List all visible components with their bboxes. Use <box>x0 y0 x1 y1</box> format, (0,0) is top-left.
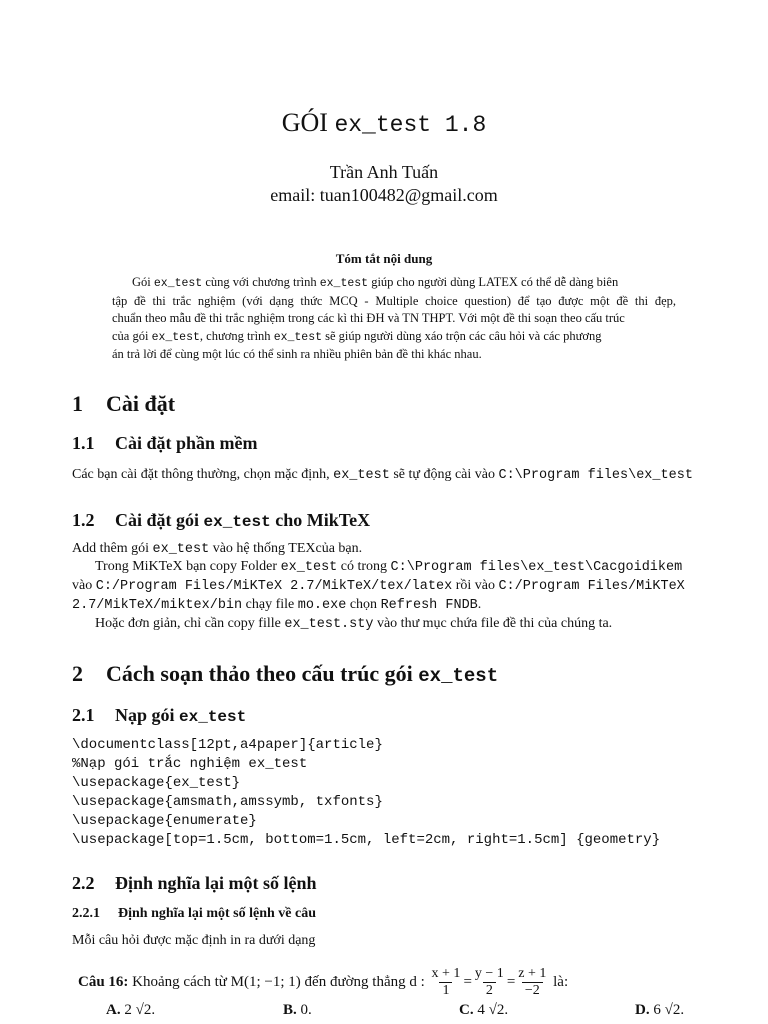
fraction-numerator: x + 1 <box>431 966 461 981</box>
text-run: chạy file <box>242 597 298 612</box>
section-title: Cách soạn thảo theo cấu trúc gói <box>106 661 419 686</box>
subsection-title-code: ex_test <box>179 708 247 726</box>
section-title-code: ex_test <box>418 665 499 687</box>
choice-value: 4 √2. <box>477 1002 509 1018</box>
choice-c <box>459 1002 508 1019</box>
abstract-line <box>112 346 676 364</box>
inline-code: mo.exe <box>297 598 347 613</box>
text-run: sẽ tự động cài vào <box>389 467 499 482</box>
subsubsection-2-2-1-heading <box>72 906 316 922</box>
fraction-denominator: 1 <box>439 982 452 999</box>
choice-value: 6 √2. <box>653 1002 685 1018</box>
inline-code: C:/Program Files/MiKTeX <box>498 579 685 594</box>
inline-code: C:/Program Files/MiKTeX 2.7/MikTeX/tex/latex <box>95 579 453 594</box>
inline-code: Refresh FNDB <box>380 598 478 613</box>
choice-a <box>106 1002 155 1019</box>
text-run: có trong <box>337 559 391 574</box>
author-name: Trần Anh Tuấn <box>329 162 439 182</box>
section-number: 2 <box>72 661 83 686</box>
code-line: \documentclass[12pt,a4paper]{article} <box>72 737 383 753</box>
abstract-heading: Tóm tắt nội dung <box>335 251 433 266</box>
text-run: của gói <box>112 328 152 343</box>
subsection-title-code: ex_test <box>203 513 271 531</box>
section-1-heading <box>72 391 175 417</box>
miktex-line <box>72 541 362 557</box>
code-line: \usepackage{ex_test} <box>72 775 241 791</box>
install-paragraph <box>72 467 693 483</box>
subsection-number: 1.2 <box>72 510 95 530</box>
text-run: Trong MiKTeX bạn copy Folder <box>95 559 281 574</box>
inline-code: C:\Program files\ex_test <box>498 468 693 483</box>
text-run: Hoặc đơn giản, chỉ cần copy fille <box>95 616 285 631</box>
text-run: vào <box>72 578 96 593</box>
subsection-title: Nạp gói <box>115 705 180 725</box>
code-line: \usepackage{enumerate} <box>72 813 257 829</box>
question-text: Khoảng cách từ M(1; −1; 1) đến đường thẳng d : <box>132 973 425 990</box>
text-run: giúp cho người dùng LATEX có thể dễ dàng biên <box>368 275 619 289</box>
subsubsection-title: Định nghĩa lại một số lệnh về câu <box>118 906 316 921</box>
question-format-paragraph: Mỗi câu hỏi được mặc định in ra dưới dạng <box>72 933 316 948</box>
abstract-line <box>112 274 676 293</box>
text-run: án trả lời để cùng một lúc có thể sinh ra nhiều phiên bản đề thi khác nhau. <box>112 347 482 361</box>
question-suffix: là: <box>553 973 569 990</box>
section-number: 1 <box>72 391 83 416</box>
subsection-title: Cài đặt gói <box>115 510 204 530</box>
miktex-line <box>95 616 612 632</box>
code-block <box>72 736 660 850</box>
subsection-title: Định nghĩa lại một số lệnh <box>115 873 317 893</box>
text-run: sẽ giúp người dùng xáo trộn các câu hỏi và các phương <box>322 328 602 343</box>
text-run: Add thêm gói <box>72 541 153 556</box>
abstract-line <box>112 328 676 347</box>
text-run: . <box>477 597 482 612</box>
code-line: %Nạp gói trắc nghiệm ex_test <box>72 756 308 772</box>
section-title: Cài đặt <box>106 391 176 416</box>
abstract-body <box>112 274 676 364</box>
subsection-2-2-heading <box>72 873 317 894</box>
miktex-line <box>72 597 481 613</box>
text-run: cùng với chương trình <box>202 275 320 289</box>
choice-value: 0. <box>300 1002 312 1018</box>
choice-label: D. <box>635 1002 650 1018</box>
fraction-denominator: 2 <box>483 982 496 999</box>
inline-code: ex_test <box>319 277 369 290</box>
text-run: , chương trình <box>199 328 274 343</box>
fraction <box>432 966 461 999</box>
example-question: Câu 16: Khoảng cách từ M(1; −1; 1) đến đường thẳng d : $\frac{x + 1}{1}$ = $\frac{y - 1}{2}$ = $\frac{z + 1}{-2}$ là: <box>78 966 569 998</box>
subsection-1-1-heading <box>72 433 258 454</box>
choice-label: B. <box>283 1002 297 1018</box>
code-line: \usepackage[top=1.5cm, bottom=1.5cm, left=2cm, right=1.5cm] {geometry} <box>72 832 661 848</box>
title-package: ex_test 1.8 <box>334 112 487 138</box>
text-run: rồi vào <box>452 578 499 593</box>
choice-b <box>283 1002 312 1019</box>
subsection-title: Cài đặt phần mềm <box>115 433 258 453</box>
fraction-numerator: z + 1 <box>518 966 547 981</box>
question-label: Câu 16: <box>78 973 129 990</box>
text-run: vào hệ thống TEXcủa bạn. <box>209 541 363 556</box>
text-run: chọn <box>346 597 381 612</box>
inline-code: ex_test <box>280 560 338 575</box>
subsection-2-1-heading <box>72 705 246 726</box>
text-run: vào thư mục chứa file đề thi của chúng ta. <box>373 616 613 631</box>
inline-code: ex_test <box>151 330 200 344</box>
text-run: tập đề thi trắc nghiệm (với dạng thức MCQ - Multiple choice question) để tạo được một đề thi đẹp, <box>112 293 676 308</box>
subsection-number: 2.2 <box>72 873 95 893</box>
abstract-line <box>112 310 676 328</box>
miktex-line <box>72 578 685 594</box>
fraction-denominator: −2 <box>522 982 543 999</box>
abstract-line <box>112 293 676 311</box>
inline-code: C:\Program files\ex_test\Cacgoidikem <box>390 560 683 575</box>
inline-code: ex_test <box>333 468 390 483</box>
inline-code: ex_test <box>273 330 322 344</box>
text-run: Gói <box>132 275 154 289</box>
inline-code: ex_test <box>152 542 210 557</box>
choice-label: A. <box>106 1002 121 1018</box>
text-run: chuẩn theo mẫu đề thi trắc nghiệm trong các kì thi ĐH và TN THPT. Với một đề thi soạn theo cấu trúc <box>112 311 625 325</box>
choice-label: C. <box>459 1002 474 1018</box>
document-title <box>0 108 768 138</box>
fraction <box>475 966 504 999</box>
fraction-numerator: y − 1 <box>474 966 504 981</box>
choice-d <box>635 1002 684 1019</box>
section-2-heading <box>72 661 498 687</box>
fraction <box>518 966 546 999</box>
miktex-line <box>95 559 682 575</box>
subsection-1-2-heading <box>72 510 370 531</box>
subsection-title-suffix: cho MikTeX <box>270 510 371 530</box>
title-prefix: GÓI <box>281 108 328 137</box>
subsection-number: 1.1 <box>72 433 95 453</box>
code-line: \usepackage{amsmath,amssymb, txfonts} <box>72 794 383 810</box>
author-email: email: tuan100482@gmail.com <box>270 185 498 205</box>
subsection-number: 2.1 <box>72 705 95 725</box>
text-run: Các bạn cài đặt thông thường, chọn mặc định, <box>72 467 334 482</box>
inline-code: ex_test <box>153 277 203 290</box>
subsubsection-number: 2.2.1 <box>72 906 100 921</box>
inline-code: 2.7/MikTeX/miktex/bin <box>72 598 243 613</box>
inline-code: ex_test.sty <box>284 617 374 632</box>
choice-value: 2 √2. <box>124 1002 156 1018</box>
